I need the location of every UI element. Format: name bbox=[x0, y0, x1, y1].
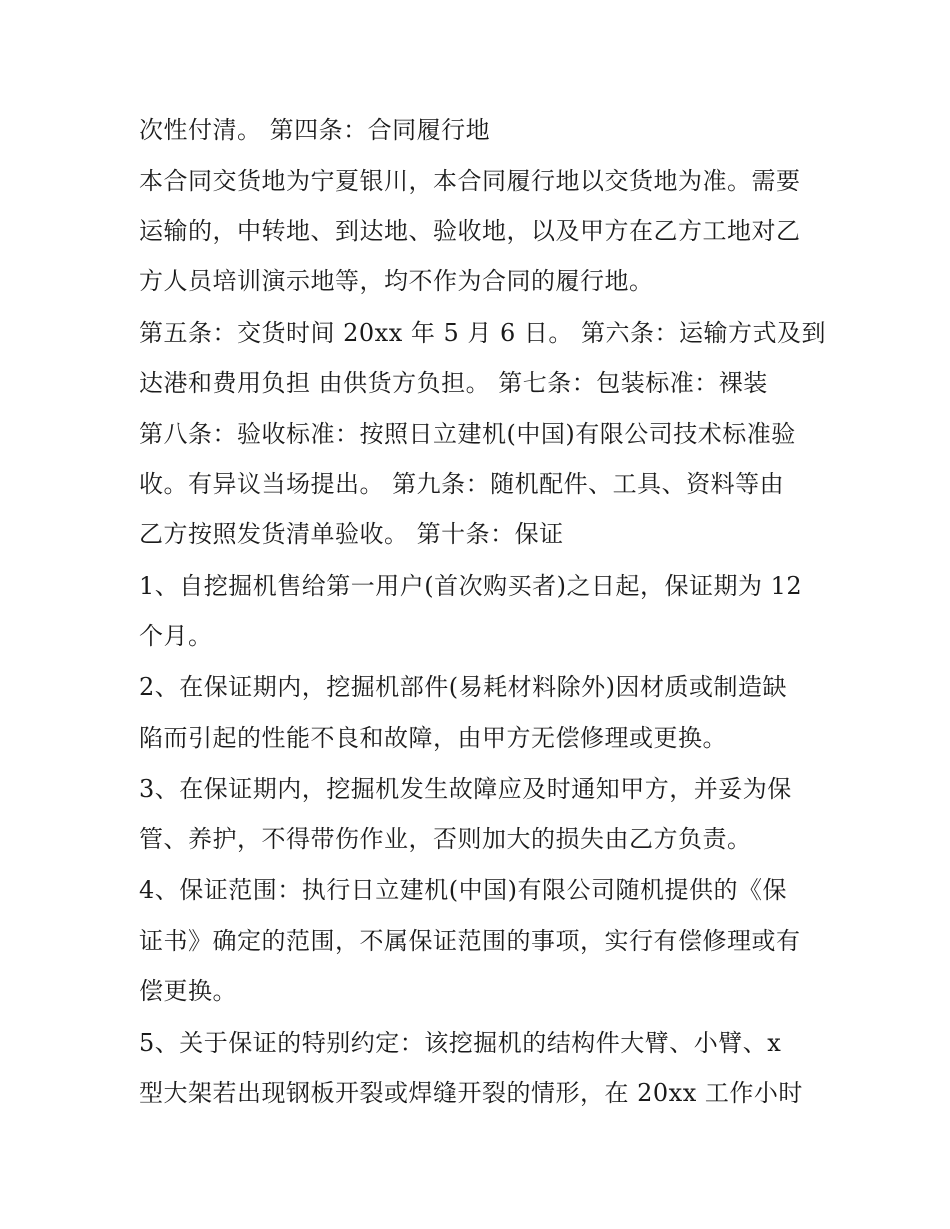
text-line: 次性付清。 第四条：合同履行地 bbox=[139, 116, 491, 144]
text-line: 方人员培训演示地等，均不作为合同的履行地。 bbox=[139, 267, 654, 295]
text-line: 达港和费用负担 由供货方负担。 第七条：包装标准：裸装 bbox=[139, 369, 768, 397]
text-line: 个月。 bbox=[139, 622, 213, 650]
text-line: 证书》确定的范围，不属保证范围的事项，实行有偿修理或有 bbox=[139, 927, 801, 955]
text-line: 第八条：验收标准：按照日立建机(中国)有限公司技术标准验 bbox=[139, 420, 796, 448]
text-line: 本合同交货地为宁夏银川，本合同履行地以交货地为准。需要 bbox=[139, 167, 801, 195]
text-line: 收。有异议当场提出。 第九条：随机配件、工具、资料等由 bbox=[139, 470, 785, 498]
text-line: 2、在保证期内，挖掘机部件(易耗材料除外)因材质或制造缺 bbox=[139, 673, 787, 701]
text-line: 3、在保证期内，挖掘机发生故障应及时通知甲方，并妥为保 bbox=[139, 775, 792, 803]
text-line: 乙方按照发货清单验收。 第十条：保证 bbox=[139, 520, 564, 548]
text-line: 陷而引起的性能不良和故障，由甲方无偿修理或更换。 bbox=[139, 724, 727, 752]
text-line: 型大架若出现钢板开裂或焊缝开裂的情形，在 20xx 工作小时 bbox=[139, 1079, 803, 1107]
text-line: 第五条：交货时间 20xx 年 5 月 6 日。 第六条：运输方式及到 bbox=[139, 319, 827, 347]
text-line: 4、保证范围：执行日立建机(中国)有限公司随机提供的《保 bbox=[139, 876, 787, 904]
text-line: 运输的，中转地、到达地、验收地，以及甲方在乙方工地对乙 bbox=[139, 217, 801, 245]
text-line: 偿更换。 bbox=[139, 977, 237, 1005]
text-line: 管、养护，不得带伤作业，否则加大的损失由乙方负责。 bbox=[139, 825, 752, 853]
text-line: 1、自挖掘机售给第一用户(首次购买者)之日起，保证期为 12 bbox=[139, 572, 803, 600]
text-line: 5、关于保证的特别约定：该挖掘机的结构件大臂、小臂、x bbox=[139, 1029, 782, 1057]
